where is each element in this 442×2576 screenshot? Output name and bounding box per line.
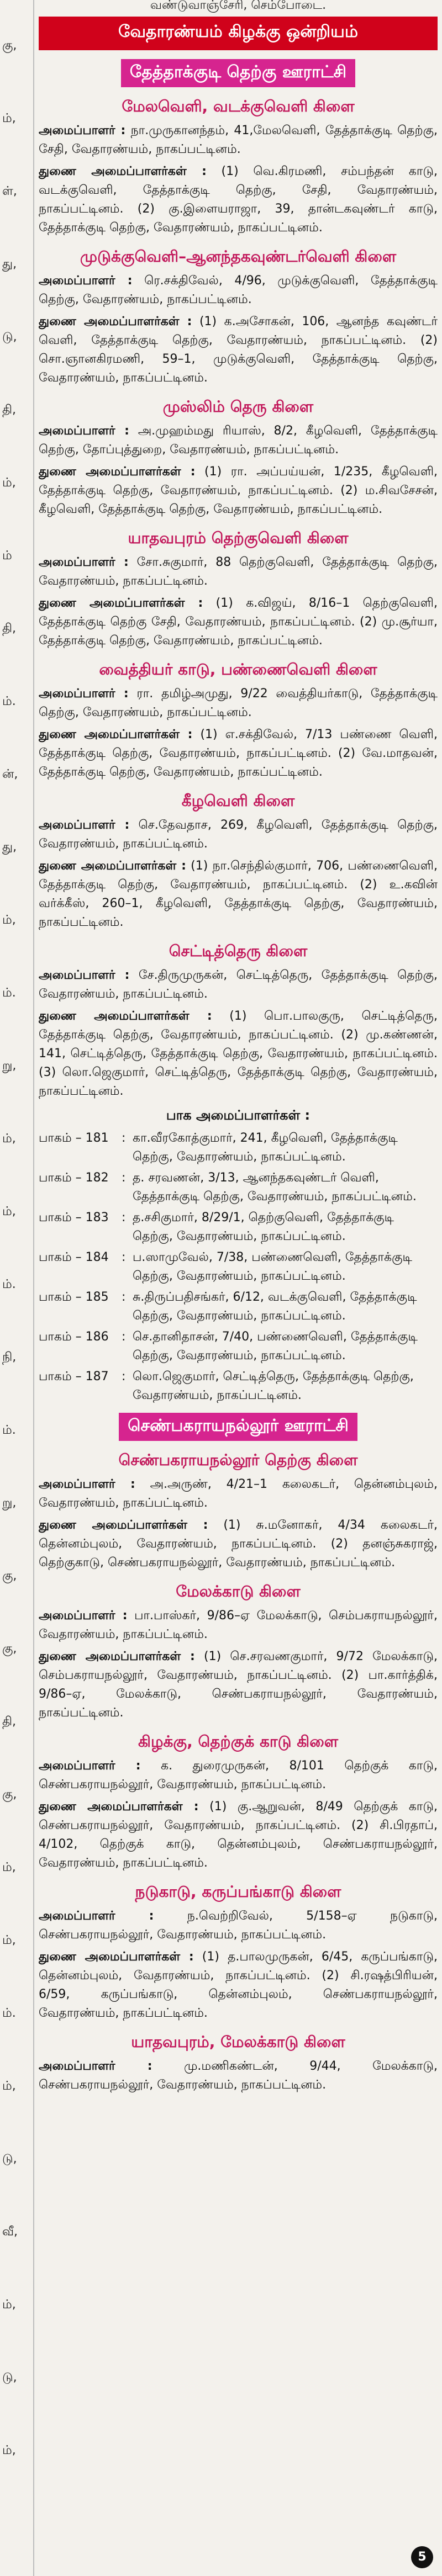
left-fragment-text: ள், <box>2 184 17 198</box>
left-fragment-text: வீ, <box>2 2225 18 2239</box>
booth-number: பாகம் – 182 <box>39 1171 109 1185</box>
role-details: அ.முஹம்மது ரியாஸ், 8/2, கீழவெளி, தேத்தாக்குடி தெற்கு, தோப்புத்துறை, வேதாரண்யம், நாகப்பட்டினம். <box>39 424 438 457</box>
left-fragment-text: ம். <box>2 1278 16 1291</box>
branch-block <box>39 246 438 388</box>
role-label: அமைப்பாளர் : <box>39 424 129 438</box>
organizer-entry <box>39 685 438 722</box>
booth-number: பாகம் – 181 <box>39 1131 109 1145</box>
booth-separator: : <box>122 1250 126 1264</box>
left-fragment-text: ம், <box>2 1861 16 1874</box>
organizer-entry <box>39 1907 438 1944</box>
left-fragment-text: டு, <box>2 330 17 344</box>
role-details: (1) சு.மனோகர், 4/34 கலைகடர், தென்னம்புலம், வேதாரண்யம், நாகப்பட்டினம். (2) தனஞ்சுகராஜ், தெற்குகாடு, செண்பகராயநல்லூர், வேதாரண்யம், நாகப்பட்டினம். <box>39 1518 438 1570</box>
left-fragment-text: டு, <box>2 2152 17 2166</box>
organizer-entry <box>39 272 438 309</box>
left-fragment-text: கு, <box>2 39 17 52</box>
role-details: அ.அருண், 4/21–1 கலைகடர், தென்னம்புலம், வேதாரண்யம், நாகப்பட்டினம். <box>39 1477 438 1510</box>
organizer-entry <box>39 553 438 591</box>
branch-block <box>39 1581 438 1722</box>
organizer-entry <box>39 422 438 459</box>
role-details: (1) பொ.பாலகுரு, செட்டித்தெரு, தேத்தாக்குடி தெற்கு, வேதாரண்யம், நாகப்பட்டினம். (2) மு.கண்ணன், 141, செட்டித்தெரு, தேத்தாக்குடி தெற்கு, வேதாரண்யம், நாகப்பட்டினம். (3) லொ.ஜெகுமார், செட்டித்தெரு, தேத்தாக்குடி தெற்கு, வேதாரண்யம், நாகப்பட்டினம். <box>39 1009 438 1098</box>
panchayat-heading <box>39 1413 438 1441</box>
role-label: அமைப்பாளர் : <box>39 1609 128 1623</box>
organizer-entry <box>39 121 438 159</box>
role-label: அமைப்பாளர் : <box>39 1909 154 1923</box>
branch-block <box>39 396 438 519</box>
booth-number: பாகம் – 186 <box>39 1330 109 1344</box>
left-fragment-text: கு, <box>2 1642 17 1656</box>
role-label: துணை அமைப்பாளர்கள் : <box>39 1009 212 1023</box>
left-fragment-text: கு, <box>2 1788 17 1801</box>
booth-separator: : <box>122 1290 126 1304</box>
role-label: துணை அமைப்பாளர்கள் : <box>39 728 193 741</box>
branch-block <box>39 659 438 782</box>
left-fragment-text: ம், <box>2 1933 16 1947</box>
organizer-entry <box>39 2057 438 2095</box>
booth-organizer: சு.திருப்பதிசங்கர், 6/12, வடக்குவெளி, தேத்தாக்குடி தெற்கு, வேதாரண்யம், நாகப்பட்டினம். <box>133 1290 417 1323</box>
deputy-organizers-entry <box>39 1007 438 1101</box>
left-fragment-text: து, <box>2 257 17 271</box>
role-label: துணை அமைப்பாளர்கள் : <box>39 1650 195 1663</box>
booth-number: பாகம் – 183 <box>39 1211 109 1225</box>
organizer-entry <box>39 1757 438 1794</box>
left-fragment-text: ம் <box>2 549 12 563</box>
role-label: அமைப்பாளர் : <box>39 1759 141 1773</box>
left-fragment-text: ம். <box>2 695 16 708</box>
left-fragment-text: ம், <box>2 1132 16 1146</box>
role-details: (1) நா.செந்தில்குமார், 706, பண்ணைவெளி, தேத்தாக்குடி தெற்கு, வேதாரண்யம், நாகப்பட்டினம். (2) உ.கவின் வர்க்கீஸ், 260–1, கீழவெளி, தேத்தாக்குடி தெற்கு, வேதாரண்யம், நாகப்பட்டினம். <box>39 859 438 929</box>
role-label: அமைப்பாளர் : <box>39 818 130 832</box>
top-cut-text: வண்டுவாஞ்சேரி, செம்போடை. <box>150 0 327 12</box>
left-fragment-text: ம், <box>2 2079 16 2093</box>
left-fragment-text: கு, <box>2 1569 17 1583</box>
booth-number: பாகம் – 185 <box>39 1290 109 1304</box>
left-fragment-text: தி, <box>2 1715 17 1729</box>
branch-title: முடுக்குவெளி–ஆனந்தகவுண்டர்வெளி கிளை <box>80 247 397 266</box>
branch-block <box>39 2032 438 2095</box>
role-details: நா.முருகானந்தம், 41,மேலவெளி, தேத்தாக்குடி தெற்கு, சேதி, வேதாரண்யம், நாகப்பட்டினம். <box>39 124 438 156</box>
deputy-organizers-entry <box>39 162 438 237</box>
branch-block <box>39 96 438 237</box>
role-details: ரெ.சக்திவேல், 4/96, முடுக்குவெளி, தேத்தாக்குடி தெற்கு, வேதாரண்யம், நாகப்பட்டினம். <box>39 274 438 306</box>
deputy-organizers-entry <box>39 1798 438 1873</box>
role-details: (1) செ.சரவணகுமார், 9/72 மேலக்காடு, செம்பகராயநல்லூர், வேதாரண்யம், நாகப்பட்டினம். (2) பா.கார்த்திக், 9/86–ஏ, மேலக்காடு, செண்பகராயநல்லூர், வேதாரண்யம், நாகப்பட்டினம். <box>39 1650 438 1720</box>
left-fragment-text: ம். <box>2 986 16 1000</box>
deputy-organizers-entry <box>39 1516 438 1572</box>
left-fragment-text: ம். <box>2 1423 16 1437</box>
booth-organizer: ப.ஸாமுவேல், 7/38, பண்ணைவெளி, தேத்தாக்குடி தெற்கு, வேதாரண்யம், நாகப்பட்டினம். <box>133 1250 412 1283</box>
booth-row <box>39 1328 438 1365</box>
left-fragment-text: று, <box>2 1496 17 1510</box>
branch-block <box>39 1881 438 2023</box>
branch-title: கிழக்கு, தெற்குக் காடு கிளை <box>138 1732 338 1751</box>
booth-organizers-header: பாக அமைப்பாளர்கள் : <box>166 1107 311 1123</box>
role-label: துணை அமைப்பாளர்கள் : <box>39 859 186 873</box>
branch-title: கீழவெளி கிளை <box>181 792 295 810</box>
booth-number: பாகம் – 184 <box>39 1250 109 1264</box>
role-label: அமைப்பாளர் : <box>39 555 129 569</box>
booth-row <box>39 1367 438 1405</box>
left-fragment-text: ம், <box>2 1205 16 1218</box>
role-details: (1) கு.ஆறுவன், 8/49 தெற்குக் காடு, செண்பகராயநல்லூர், வேதாரண்யம், நாகப்பட்டினம். (2) சி.பிரதாப், 4/102, தெற்குக் காடு, தென்னம்புலம், செண்பகராயநல்லூர், வேதாரண்யம், நாகப்பட்டினம். <box>39 1800 438 1870</box>
role-details: ரா. தமிழ்அமுது, 9/22 வைத்தியர்காடு, தேத்தாக்குடி தெற்கு, வேதாரண்யம், நாகப்பட்டினம். <box>39 687 438 719</box>
left-fragment-text: று, <box>2 1059 17 1073</box>
deputy-organizers-entry <box>39 1948 438 2023</box>
role-label: துணை அமைப்பாளர்கள் : <box>39 596 203 610</box>
page-number: 5 <box>411 2546 433 2568</box>
deputy-organizers-entry <box>39 312 438 388</box>
left-fragment-text: ம், <box>2 2444 16 2457</box>
article-column <box>39 0 438 2576</box>
role-details: சோ.சுகுமார், 88 தெற்குவெளி, தேத்தாக்குடி தெற்கு, வேதாரண்யம், நாகப்பட்டினம். <box>39 555 438 588</box>
branch-title: யாதவபுரம் தெற்குவெளி கிளை <box>128 529 349 547</box>
role-label: அமைப்பாளர் : <box>39 687 129 701</box>
role-details: க. துரைமுருகன், 8/101 தெற்குக் காடு, செண்பகராயநல்லூர், வேதாரண்யம், நாகப்பட்டினம். <box>39 1759 438 1791</box>
role-details: (1) க.விஜய், 8/16–1 தெற்குவெளி, தேத்தாக்குடி தெற்கு சேதி, வேதாரண்யம், நாகப்பட்டினம். (2) மு.சூர்யா, தேத்தாக்குடி தெற்கு, வேதாரண்யம், நாகப்பட்டினம். <box>39 596 438 648</box>
role-label: துணை அமைப்பாளர்கள் : <box>39 315 192 328</box>
role-details: செ.தேவதாச, 269, கீழவெளி, தேத்தாக்குடி தெற்கு, வேதாரண்யம், நாகப்பட்டினம். <box>39 818 438 851</box>
role-label: அமைப்பாளர் : <box>39 274 133 288</box>
role-label: அமைப்பாளர் : <box>39 2059 152 2073</box>
role-details: (1) ரா. அப்பய்யன், 1/235, கீழவெளி, தேத்தாக்குடி தெற்கு, வேதாரண்யம், நாகப்பட்டினம். (2) ம.சிவசேசன், கீழவெளி, தேத்தாக்குடி தெற்கு, வேதாரண்யம், நாகப்பட்டினம். <box>39 465 438 516</box>
deputy-organizers-entry <box>39 594 438 650</box>
panchayat-sections <box>39 59 438 2095</box>
role-label: அமைப்பாளர் : <box>39 968 130 982</box>
role-label: துணை அமைப்பாளர்கள் : <box>39 1800 199 1814</box>
branch-title: நடுகாடு, கருப்பங்காடு கிளை <box>135 1883 341 1901</box>
role-details: (1) வெ.கிரமணி, சம்பந்தன் காடு, வடக்குவெளி, தேத்தாக்குடி தெற்கு, சேதி, வேதாரண்யம், நாகப்பட்டினம். (2) கு.இளையராஜா, 39, தான்டகவுண்டர் காடு, தேத்தாக்குடி தெற்கு, வேதாரண்யம், நாகப்பட்டினம். <box>39 165 438 235</box>
organizer-entry <box>39 816 438 854</box>
deputy-organizers-entry <box>39 1647 438 1722</box>
role-label: துணை அமைப்பாளர்கள் : <box>39 1518 208 1532</box>
branch-title: யாதவபுரம், மேலக்காடு கிளை <box>131 2033 345 2051</box>
branch-title: முஸ்லிம் தெரு கிளை <box>162 397 314 416</box>
left-fragment-text: ம். <box>2 2006 16 2020</box>
branch-block <box>39 1450 438 1572</box>
branch-block <box>39 941 438 1101</box>
role-label: துணை அமைப்பாளர்கள் : <box>39 165 207 178</box>
role-details: மு.மணிகண்டன், 9/44, மேலக்காடு, செண்பகராயநல்லூர், வேதாரண்யம், நாகப்பட்டினம். <box>39 2059 438 2092</box>
column-divider <box>33 0 34 2576</box>
role-details: (1) எ.சக்திவேல், 7/13 பண்ணை வெளி, தேத்தாக்குடி தெற்கு, வேதாரண்யம், நாகப்பட்டினம். (2) வே.மாதவன், தேத்தாக்குடி தெற்கு, வேதாரண்யம், நாகப்பட்டினம். <box>39 728 438 779</box>
role-label: துணை அமைப்பாளர்கள் : <box>39 465 196 479</box>
branch-title: வைத்தியர் காடு, பண்ணைவெளி கிளை <box>99 660 377 679</box>
booth-row <box>39 1288 438 1326</box>
left-fragment-text: தி, <box>2 403 17 417</box>
organizer-entry <box>39 966 438 1004</box>
deputy-organizers-entry <box>39 463 438 519</box>
union-banner: வேதாரண்யம் கிழக்கு ஒன்றியம் <box>39 17 438 50</box>
organizer-entry <box>39 1607 438 1644</box>
left-fragment-text: ம், <box>2 112 16 125</box>
left-fragment-text: தி, <box>2 622 17 635</box>
panchayat-heading-label: செண்பகராயநல்லூர் ஊராட்சி <box>119 1413 357 1441</box>
role-label: துணை அமைப்பாளர்கள் : <box>39 1950 194 1964</box>
role-details: (1) த.பாலமுருகன், 6/45, கருப்பங்காடு, தென்னம்புலம், வேதாரண்யம், நாகப்பட்டினம். (2) சி.ரஷத்பிரியன், 6/59, கருப்பங்காடு, தென்னம்புலம், செண்பகராயநல்லூர், வேதாரண்யம், நாகப்பட்டினம். <box>39 1950 438 2020</box>
left-fragment-text: து, <box>2 840 17 854</box>
deputy-organizers-entry <box>39 725 438 782</box>
branch-title: செண்பகராயநல்லூர் தெற்கு கிளை <box>118 1451 358 1469</box>
branch-title: செட்டித்தெரு கிளை <box>169 942 308 960</box>
branch-block <box>39 1731 438 1873</box>
left-fragment-text: ம், <box>2 476 16 490</box>
role-details: (1) க.அசோகன், 106, ஆனந்த கவுண்டர் வெளி, தேத்தாக்குடி தெற்கு, வேதாரண்யம், நாகப்பட்டினம். (2) சொ.ஞானகிரமணி, 59–1, முடுக்குவெளி, தேத்தாக்குடி தெற்கு, வேதாரண்யம், நாகப்பட்டினம். <box>39 315 438 385</box>
role-details: சே.திருமுருகன், செட்டித்தெரு, தேத்தாக்குடி தெற்கு, வேதாரண்யம், நாகப்பட்டினம். <box>39 968 438 1001</box>
booth-organizer: லொ.ஜெகுமார், செட்டித்தெரு, தேத்தாக்குடி தெற்கு, வேதாரண்யம், நாகப்பட்டினம். <box>133 1370 414 1402</box>
booth-separator: : <box>122 1131 126 1145</box>
left-column-fragment <box>0 0 31 2576</box>
booth-organizer: கா.வீரகோத்குமார், 241, கீழவெளி, தேத்தாக்குடி தெற்கு, வேதாரண்யம், நாகப்பட்டினம். <box>133 1131 398 1164</box>
left-fragment-text: டு, <box>2 2371 17 2384</box>
panchayat-heading <box>39 59 438 87</box>
booth-organizer: த. சரவணன், 3/13, ஆனந்தகவுண்டர் வெளி, தேத்தாக்குடி தெற்கு, வேதாரண்யம், நாகப்பட்டினம். <box>133 1171 417 1204</box>
role-details: பா.பாஸ்கர், 9/86–ஏ மேலக்காடு, செம்பகராயநல்லூர், வேதாரண்யம், நாகப்பட்டினம். <box>39 1609 438 1641</box>
deputy-organizers-entry <box>39 857 438 932</box>
role-label: அமைப்பாளர் : <box>39 124 126 137</box>
booth-organizer: செ.தானிதாசன், 7/40, பண்ணைவெளி, தேத்தாக்குடி தெற்கு, வேதாரண்யம், நாகப்பட்டினம். <box>133 1330 418 1363</box>
organizer-entry <box>39 1475 438 1513</box>
booth-separator: : <box>122 1330 126 1344</box>
booth-separator: : <box>122 1171 126 1185</box>
branch-title: மேலக்காடு கிளை <box>176 1582 301 1600</box>
booth-row <box>39 1129 438 1167</box>
branch-block <box>39 791 438 932</box>
booth-number: பாகம் – 187 <box>39 1370 109 1384</box>
booth-organizer: த.சசிகுமார், 8/29/1, தெற்குவெளி, தேத்தாக்குடி தெற்கு, வேதாரண்யம், நாகப்பட்டினம். <box>133 1211 394 1243</box>
booth-row <box>39 1248 438 1286</box>
booth-row <box>39 1169 438 1206</box>
panchayat-heading-label: தேத்தாக்குடி தெற்கு ஊராட்சி <box>121 59 355 87</box>
left-fragment-text: நி, <box>2 1350 17 1364</box>
role-details: ந.வெற்றிவேல், 5/158–ஏ நடுகாடு, செண்பகராயநல்லூர், வேதாரண்யம், நாகப்பட்டினம். <box>39 1909 438 1942</box>
left-fragment-text: ம், <box>2 913 16 927</box>
booth-row <box>39 1209 438 1246</box>
booth-separator: : <box>122 1211 126 1225</box>
left-fragment-text: ன், <box>2 767 18 781</box>
branch-title: மேலவெளி, வடக்குவெளி கிளை <box>122 97 355 115</box>
role-label: அமைப்பாளர் : <box>39 1477 135 1491</box>
branch-block <box>39 528 438 650</box>
left-fragment-text: ம், <box>2 2298 16 2312</box>
booth-separator: : <box>122 1370 126 1384</box>
